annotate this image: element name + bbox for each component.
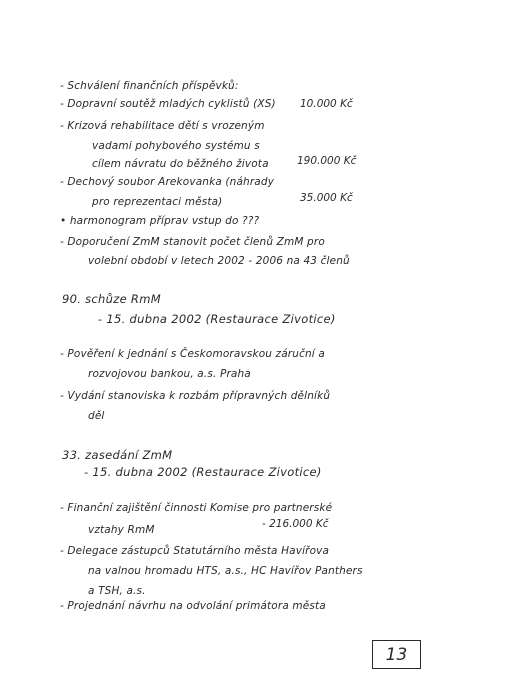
text-line: vztahy RmM <box>88 524 155 536</box>
section-date: - 15. dubna 2002 (Restaurace Zivotice) <box>98 312 336 326</box>
text-line: - Vydání stanoviska k rozbám přípravných dělníků <box>60 390 331 402</box>
text-line: a TSH, a.s. <box>88 585 146 597</box>
page-number: 13 <box>372 640 421 669</box>
text-line: - Doporučení ZmM stanovit počet členů ZmM pro <box>60 236 325 248</box>
amount: 10.000 Kč <box>300 98 353 110</box>
text-line: děl <box>88 410 105 422</box>
text-line: - Krizová rehabilitace dětí s vrozeným <box>60 120 265 132</box>
text-line: • harmonogram příprav vstup do ??? <box>60 215 260 227</box>
text-line: vadami pohybového systému s <box>92 140 260 152</box>
text-line: - Finanční zajištění činnosti Komise pro partnerské <box>60 502 333 514</box>
text-line: - Dopravní soutěž mladých cyklistů (XS) <box>60 98 276 110</box>
text-line: - Delegace zástupců Statutárního města Havířova <box>60 545 330 557</box>
amount: 190.000 Kč <box>297 155 357 167</box>
text-line: - Pověření k jednání s Českomoravskou záruční a <box>60 348 325 360</box>
text-line: volební období v letech 2002 - 2006 na 43 členů <box>88 255 350 267</box>
text-line: - Schválení finančních příspěvků: <box>60 80 239 92</box>
amount: 35.000 Kč <box>300 192 353 204</box>
section-heading: 90. schůze RmM <box>62 292 161 306</box>
text-line: pro reprezentaci města) <box>92 196 223 208</box>
amount: - 216.000 Kč <box>262 518 329 530</box>
text-line: - Projednání návrhu na odvolání primátora města <box>60 600 326 612</box>
section-heading: 33. zasedání ZmM <box>62 448 173 462</box>
text-line: cílem návratu do běžného života <box>92 158 269 170</box>
section-date: - 15. dubna 2002 (Restaurace Zivotice) <box>84 465 322 479</box>
text-line: na valnou hromadu HTS, a.s., HC Havířov Panthers <box>88 565 363 577</box>
text-line: rozvojovou bankou, a.s. Praha <box>88 368 251 380</box>
text-line: - Dechový soubor Arekovanka (náhrady <box>60 176 275 188</box>
